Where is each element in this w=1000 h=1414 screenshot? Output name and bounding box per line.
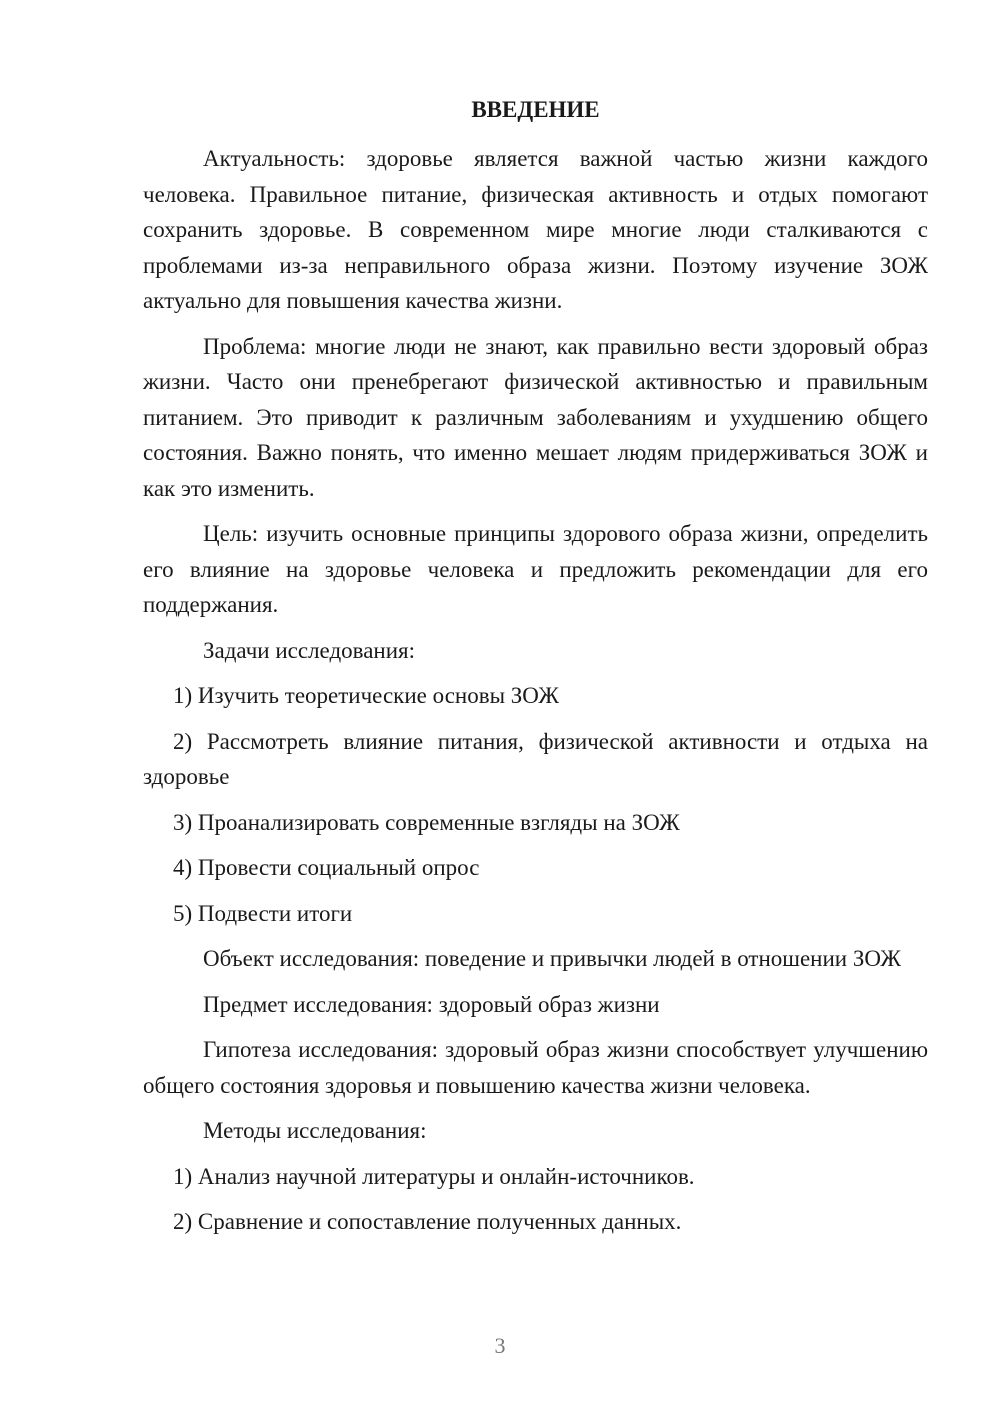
problem-paragraph: Проблема: многие люди не знают, как правильно вести здоровый образ жизни. Часто они пренебрегают физической активностью и правильным питанием. Это приводит к различным заболеваниям и ухудшению общего состояния. Важно понять, что именно мешает людям придерживаться ЗОЖ и как это изменить. xyxy=(143,333,928,501)
tasks-heading: Задачи исследования: xyxy=(203,637,416,663)
relevance-paragraph: Актуальность: здоровье является важной частью жизни каждого человека. Правильное питание, физическая активность и отдых помогают сохранить здоровье. В современном мире многие люди сталкиваются с проблемами из-за неправильного образа жизни. Поэтому изучение ЗОЖ актуально для повышения качества жизни. xyxy=(143,146,928,313)
task-item: 3) Проанализировать современные взгляды на ЗОЖ xyxy=(173,809,680,835)
task-item: 1) Изучить теоретические основы ЗОЖ xyxy=(173,683,559,708)
goal-paragraph: Цель: изучить основные принципы здорового образа жизни, определить его влияние на здоровье человека и предложить рекомендации для его поддержания. xyxy=(143,521,928,617)
method-item: 2) Сравнение и сопоставление полученных данных. xyxy=(173,1209,682,1234)
page-title: ВВЕДЕНИЕ xyxy=(471,97,600,122)
page-number: 3 xyxy=(494,1333,506,1358)
task-item: 2) Рассмотреть влияние питания, физической активности и отдыха на здоровье xyxy=(143,728,928,789)
methods-heading: Методы исследования: xyxy=(203,1118,427,1143)
hypothesis-paragraph: Гипотеза исследования: здоровый образ жизни способствует улучшению общего состояния здоровья и повышению качества жизни человека. xyxy=(143,1037,928,1098)
object-paragraph: Объект исследования: поведение и привычки людей в отношении ЗОЖ xyxy=(203,946,902,971)
document-page xyxy=(143,92,928,1250)
subject-paragraph: Предмет исследования: здоровый образ жизни xyxy=(203,991,660,1017)
task-item: 5) Подвести итоги xyxy=(173,900,353,926)
method-item: 1) Анализ научной литературы и онлайн-источников. xyxy=(173,1163,695,1189)
task-item: 4) Провести социальный опрос xyxy=(173,855,480,880)
